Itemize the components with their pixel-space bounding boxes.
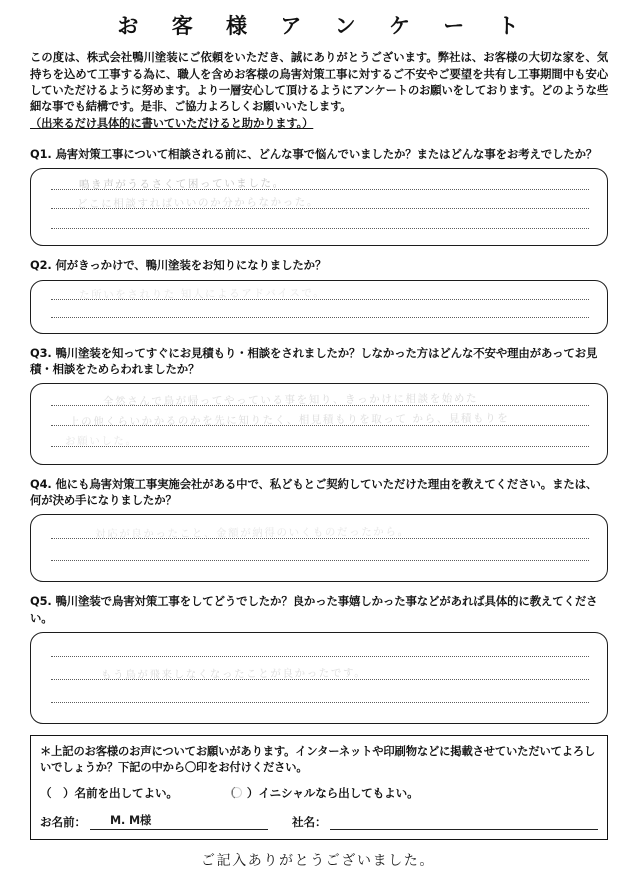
answer-lines (51, 281, 589, 333)
handwritten-answer: 上の他くらいかかるのかを先に知りたく、相見積もりを取って から、見積もりを (68, 412, 510, 428)
page-title: お 客 様 ア ン ケ ー ト (117, 14, 532, 38)
question-text-q4: Q4. 他にも烏害対策工事実施会社がある中で、私どもとご契約していただけた理由を教えてください。または、何が決め手になりましたか？ (30, 477, 598, 508)
footer-thanks: ご記入ありがとうございました。 (201, 853, 435, 870)
answer-lines (51, 169, 589, 245)
question-block-q1 (30, 146, 608, 246)
question-block-q2 (30, 257, 608, 333)
name-row (40, 813, 598, 830)
question-text-q2: Q2. 何がきっかけで、鴨川塗装をお知りになりましたか？ (30, 258, 327, 273)
answer-lines (51, 633, 589, 723)
handwritten-answer: た所いをされりた 知人によるアドバイスで。 (78, 286, 326, 301)
answer-box-q3[interactable] (30, 383, 608, 465)
customer-name-value: M. M様 (109, 814, 152, 828)
answer-box-q4[interactable] (30, 514, 608, 582)
handwritten-answer: 全然さんで鳥が帰ってやっている事を知り、きっかけに相談を始めた (102, 392, 479, 408)
customer-name-field[interactable] (90, 813, 268, 830)
option-name-label: （ ）名前を出してよい。 (40, 786, 178, 801)
option-initial-label: （ ）イニシャルなら出してもよい。 (223, 786, 419, 801)
consent-box (30, 735, 608, 840)
option-initial-allowed[interactable] (224, 785, 419, 801)
answer-rule (51, 702, 589, 703)
handwritten-answer: 鳴き声がうるさくて困っていました。 (78, 177, 285, 192)
answer-rule (51, 656, 589, 657)
consent-notice: ＊上記のお客様のお声についてお願いがあります。インターネットや印刷物などに掲載させていただいてよろしいでしょうか？下記の中から〇印をお付けください。 (40, 744, 596, 775)
answer-lines (51, 515, 589, 581)
answer-rule (51, 228, 589, 229)
customer-name-label: お名前： (40, 815, 86, 830)
answer-box-q5[interactable] (30, 632, 608, 724)
intro-body: この度は、株式会社鴨川塗装にご依頼をいただき、誠にありがとうございます。弊社は、お客様の大切な家を、気持ちを込めて工事する為に、職人を含めお客様の烏害対策工事に対するご不安やご要望を共有し工事期間中も安心していただけるように努めます。より一層安心して頂けるようにアンケートのお願いをしております。どのような些細な事でも結構です。是非、ご協力よろしくお願いいたします。 (30, 51, 608, 114)
question-text-q5: Q5. 鴨川塗装で烏害対策工事をしてどうでしたか？良かった事嬉しかった事などがあれば具体的に教えてください。 (30, 594, 598, 625)
handwritten-answer: もう鳥が飛来しなくなったことが良かったです。 (100, 666, 367, 682)
question-text-q1: Q1. 烏害対策工事について相談される前に、どんな事で悩んでいましたか？またはどんな事をお考えでしたか？ (30, 147, 598, 162)
company-name-field[interactable] (330, 813, 598, 830)
answer-box-q1[interactable] (30, 168, 608, 246)
answer-rule (51, 560, 589, 561)
questions-container (0, 146, 636, 724)
answer-box-q2[interactable] (30, 280, 608, 334)
intro-underlined-note: （出来るだけ具体的に書いていただけると助かります。） (30, 116, 314, 130)
option-name-allowed[interactable] (40, 785, 178, 801)
company-name-label: 社名： (291, 815, 327, 830)
question-text-q3: Q3. 鴨川塗装を知ってすぐにお見積もり・相談をされましたか？しなかった方はどんな不安や理由があってお見積・相談をためらわれましたか？ (30, 345, 598, 376)
handwritten-answer: 対応が良かったこと、金額が納得のいくものだったから。 (94, 526, 410, 541)
handwritten-answer: お願いした。 (64, 434, 138, 448)
handwritten-answer: どこに相談すればいいのか分からなかった。 (76, 196, 320, 211)
intro-paragraph (30, 50, 608, 132)
question-block-q4 (30, 476, 608, 582)
answer-lines (51, 384, 589, 464)
question-block-q3 (30, 345, 608, 465)
question-block-q5 (30, 593, 608, 723)
answer-rule (51, 317, 589, 318)
consent-options (40, 785, 598, 801)
